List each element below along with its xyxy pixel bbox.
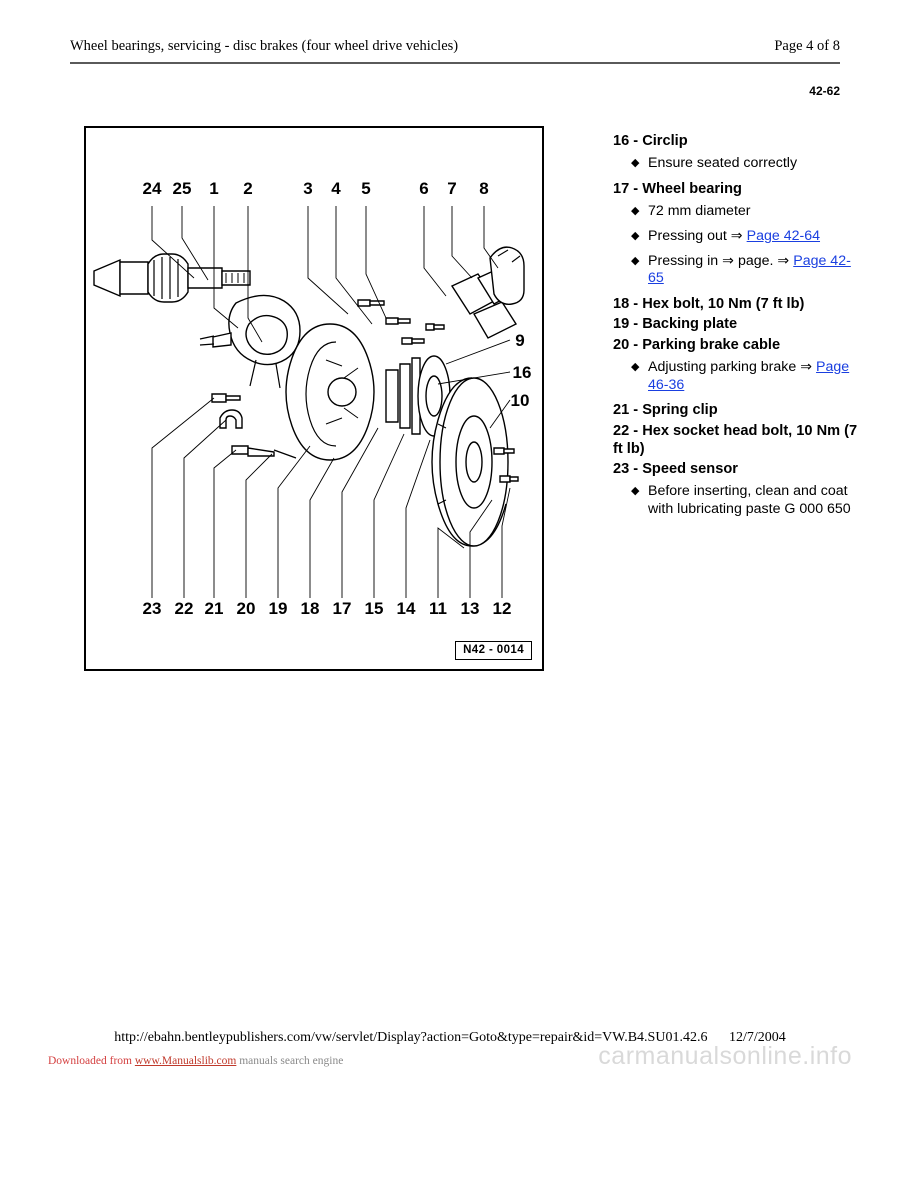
bullet-text: Adjusting parking brake ⇒ — [648, 358, 817, 375]
list-item — [613, 295, 863, 313]
svg-text:3: 3 — [303, 179, 313, 198]
diamond-bullet-icon: ◆ — [631, 229, 640, 242]
source-url: http://ebahn.bentleypublishers.com/vw/servlet/Display?action=Goto&type=repair&id=VW.B4.SU01.42.6 — [114, 1030, 708, 1045]
bullet — [629, 228, 863, 246]
download-notice — [48, 1055, 343, 1067]
svg-text:10: 10 — [510, 391, 530, 410]
list-item — [613, 180, 863, 288]
svg-text:6: 6 — [419, 179, 429, 198]
manualslib-link[interactable]: www.Manualslib.com — [134, 1055, 237, 1067]
item-title: 19 - Backing plate — [613, 316, 738, 333]
svg-text:7: 7 — [447, 179, 457, 198]
svg-text:21: 21 — [204, 599, 224, 618]
svg-text:5: 5 — [361, 179, 371, 198]
list-item — [613, 315, 863, 333]
svg-text:11: 11 — [429, 599, 447, 618]
bullet-text: Pressing out ⇒ — [648, 227, 747, 244]
bullet-text: Pressing in ⇒ page. ⇒ — [648, 252, 794, 269]
figure-code: N42 - 0014 — [455, 641, 532, 660]
svg-text:13: 13 — [460, 599, 480, 618]
svg-text:23: 23 — [142, 599, 162, 618]
footer-date: 12/7/2004 — [728, 1030, 786, 1045]
svg-text:24: 24 — [142, 179, 162, 198]
svg-text:14: 14 — [396, 599, 416, 618]
section-code: 42-62 — [809, 84, 840, 98]
header-title: Wheel bearings, servicing - disc brakes (four wheel drive vehicles) — [70, 38, 459, 54]
download-prefix: Downloaded from — [48, 1055, 135, 1067]
item-title: 20 - Parking brake cable — [613, 336, 781, 353]
svg-text:18: 18 — [300, 599, 320, 618]
exploded-view-drawing — [86, 128, 542, 669]
bullet — [629, 155, 863, 173]
diamond-bullet-icon: ◆ — [631, 360, 640, 373]
svg-text:25: 25 — [172, 179, 192, 198]
diamond-bullet-icon: ◆ — [631, 205, 640, 218]
item-bullets — [613, 203, 863, 288]
item-title: 21 - Spring clip — [613, 402, 718, 419]
diamond-bullet-icon: ◆ — [631, 157, 640, 170]
item-title: 22 - Hex socket head bolt, 10 Nm (7 ft lb) — [613, 422, 858, 457]
list-item — [613, 460, 863, 519]
list-item — [613, 336, 863, 395]
cross-reference-link[interactable]: Page 42-65 — [648, 252, 851, 287]
svg-text:19: 19 — [268, 599, 288, 618]
bullet-text: Ensure seated correctly — [648, 155, 798, 172]
bullet — [629, 483, 863, 519]
item-title: 23 - Speed sensor — [613, 461, 738, 478]
header-page-number: Page 4 of 8 — [774, 38, 840, 54]
item-bullets — [613, 483, 863, 519]
item-title: 18 - Hex bolt, 10 Nm (7 ft lb) — [613, 296, 805, 313]
svg-text:20: 20 — [236, 599, 256, 618]
diamond-bullet-icon: ◆ — [631, 485, 640, 498]
watermark: carmanualsonline.info — [598, 1042, 852, 1070]
item-bullets — [613, 155, 863, 173]
list-item — [613, 401, 863, 419]
bullet-text: 72 mm diameter — [648, 203, 751, 220]
cross-reference-link[interactable]: Page 42-64 — [746, 227, 821, 244]
svg-text:2: 2 — [243, 179, 253, 198]
svg-text:15: 15 — [364, 599, 384, 618]
bullet-text: Before inserting, clean and coat with lubricating paste G 000 650 — [648, 483, 851, 518]
item-title: 16 - Circlip — [613, 133, 688, 149]
figure-illustration — [84, 126, 544, 671]
header-divider — [70, 62, 840, 64]
page-header — [70, 38, 840, 55]
list-item — [613, 132, 863, 173]
svg-text:17: 17 — [332, 599, 352, 618]
svg-text:16: 16 — [512, 363, 532, 382]
item-title: 17 - Wheel bearing — [613, 180, 742, 197]
svg-text:1: 1 — [209, 179, 219, 198]
svg-text:22: 22 — [174, 599, 194, 618]
list-item — [613, 422, 863, 458]
download-suffix: manuals search engine — [236, 1055, 344, 1067]
bullet — [629, 359, 863, 395]
svg-text:8: 8 — [479, 179, 489, 198]
svg-text:9: 9 — [515, 331, 525, 350]
diamond-bullet-icon: ◆ — [631, 254, 640, 267]
item-bullets — [613, 359, 863, 395]
parts-list — [613, 132, 863, 526]
cross-reference-link[interactable]: Page 46-36 — [648, 358, 850, 393]
svg-text:12: 12 — [492, 599, 512, 618]
svg-text:4: 4 — [331, 179, 341, 198]
bullet — [629, 253, 863, 289]
bullet — [629, 203, 863, 221]
